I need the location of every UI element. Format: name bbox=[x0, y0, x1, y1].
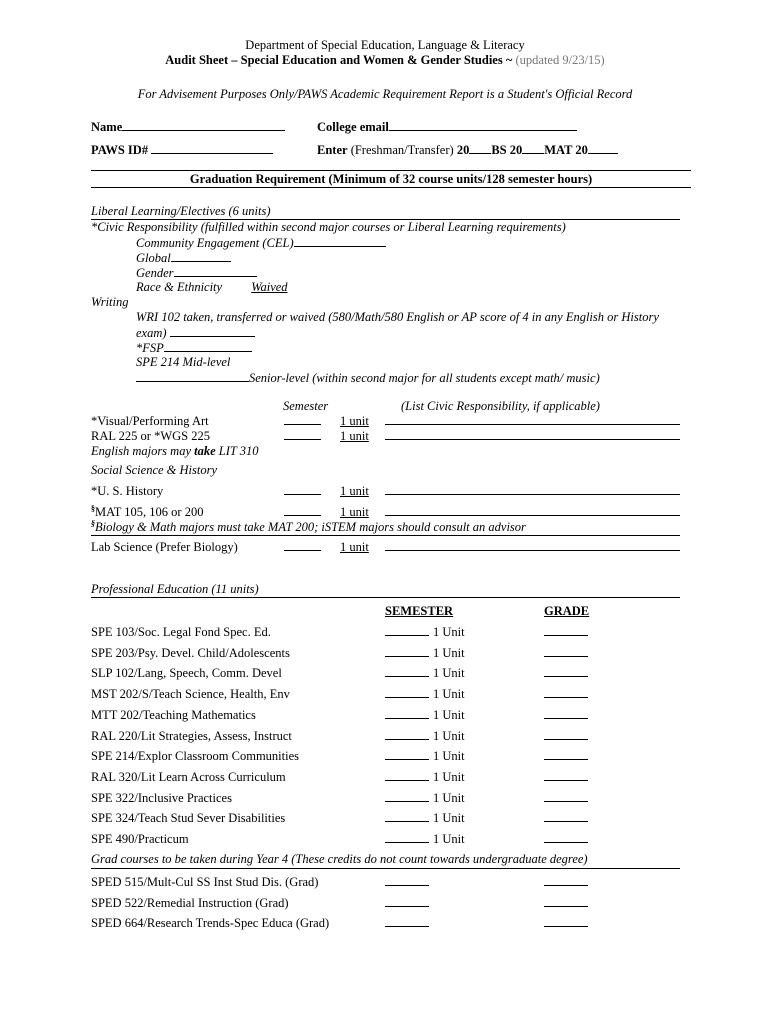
writing-heading: Writing bbox=[91, 295, 129, 309]
english-note-pre: English majors may bbox=[91, 444, 191, 458]
course-name: MST 202/S/Teach Science, Health, Env bbox=[91, 687, 290, 701]
fsp-field[interactable] bbox=[136, 340, 252, 356]
course-unit: 1 Unit bbox=[433, 687, 465, 701]
grad-grade-blank[interactable] bbox=[544, 895, 588, 907]
wri-blank[interactable] bbox=[170, 325, 255, 337]
grad-course-name: SPED 515/Mult-Cul SS Inst Stud Dis. (Grad) bbox=[91, 875, 319, 889]
course-name: SPE 324/Teach Stud Sever Disabilities bbox=[91, 811, 286, 825]
english-majors-note bbox=[91, 444, 259, 459]
global-field[interactable] bbox=[136, 250, 231, 266]
social-science-heading: Social Science & History bbox=[91, 463, 218, 477]
course-semester-blank[interactable] bbox=[385, 645, 429, 657]
course-name: SPE 214/Explor Classroom Communities bbox=[91, 749, 299, 763]
course-name: SLP 102/Lang, Speech, Comm. Devel bbox=[91, 666, 282, 680]
visual-unit: 1 unit bbox=[340, 414, 369, 428]
waived-mark[interactable]: Waived bbox=[251, 280, 288, 294]
email-label: College email bbox=[317, 120, 389, 134]
bs-year-blank[interactable] bbox=[522, 142, 544, 154]
mat-course-text: MAT 105, 106 or 200 bbox=[95, 505, 204, 519]
college-email-field[interactable] bbox=[317, 119, 577, 135]
visual-civic-blank[interactable] bbox=[385, 413, 680, 425]
grad-courses-note: Grad courses to be taken during Year 4 (These credits do not count towards undergraduate degree) bbox=[91, 852, 588, 866]
paws-id-field[interactable] bbox=[91, 142, 273, 158]
grad-course-name: SPED 664/Research Trends-Spec Educa (Grad) bbox=[91, 916, 330, 930]
cel-label: Community Engagement (CEL) bbox=[136, 236, 294, 250]
global-label: Global bbox=[136, 251, 171, 265]
history-semester-blank[interactable] bbox=[284, 483, 321, 495]
course-grade-blank[interactable] bbox=[544, 686, 588, 698]
grade-column-header: GRADE bbox=[544, 604, 590, 618]
enter-year: 20 bbox=[456, 143, 470, 157]
enter-paren: (Freshman/Transfer) bbox=[350, 143, 454, 157]
course-grade-blank[interactable] bbox=[544, 769, 588, 781]
list-civic-header: (List Civic Responsibility, if applicable) bbox=[401, 399, 600, 413]
lab-semester-blank[interactable] bbox=[284, 539, 321, 551]
graduation-requirement: Graduation Requirement (Minimum of 32 course units/128 semester hours) bbox=[189, 172, 593, 186]
name-label: Name bbox=[91, 120, 123, 134]
gender-blank[interactable] bbox=[174, 265, 257, 277]
audit-sheet-title bbox=[0, 53, 770, 68]
lab-unit: 1 unit bbox=[340, 540, 369, 554]
course-semester-blank[interactable] bbox=[385, 769, 429, 781]
race-label: Race & Ethnicity bbox=[136, 280, 223, 294]
spe214-midlevel: SPE 214 Mid-level bbox=[136, 355, 231, 369]
ral225-label: RAL 225 or *WGS 225 bbox=[91, 429, 210, 443]
course-grade-blank[interactable] bbox=[544, 665, 588, 677]
fsp-label: *FSP bbox=[136, 341, 164, 355]
grad-note-rule bbox=[91, 868, 680, 869]
advisement-note: For Advisement Purposes Only/PAWS Academic Requirement Report is a Student's Official Record bbox=[137, 87, 633, 101]
professional-heading: Professional Education (11 units) bbox=[91, 582, 259, 596]
paws-label: PAWS ID# bbox=[91, 143, 149, 157]
email-blank[interactable] bbox=[389, 119, 577, 131]
course-name: SPE 490/Practicum bbox=[91, 832, 189, 846]
senior-label: Senior-level (within second major for all students except math/ music) bbox=[249, 371, 600, 385]
grad-grade-blank[interactable] bbox=[544, 915, 588, 927]
course-unit: 1 Unit bbox=[433, 625, 465, 639]
course-name: MTT 202/Teaching Mathematics bbox=[91, 708, 256, 722]
grad-grade-blank[interactable] bbox=[544, 874, 588, 886]
course-name: SPE 203/Psy. Devel. Child/Adolescents bbox=[91, 646, 290, 660]
course-grade-blank[interactable] bbox=[544, 810, 588, 822]
course-unit: 1 Unit bbox=[433, 729, 465, 743]
english-note-take: take bbox=[194, 444, 216, 458]
lab-civic-blank[interactable] bbox=[385, 539, 680, 551]
grad-semester-blank[interactable] bbox=[385, 915, 429, 927]
course-semester-blank[interactable] bbox=[385, 810, 429, 822]
course-grade-blank[interactable] bbox=[544, 831, 588, 843]
history-label: *U. S. History bbox=[91, 484, 164, 498]
course-semester-blank[interactable] bbox=[385, 831, 429, 843]
course-grade-blank[interactable] bbox=[544, 707, 588, 719]
course-unit: 1 Unit bbox=[433, 770, 465, 784]
semester-header: Semester bbox=[283, 399, 329, 413]
course-name: RAL 220/Lit Strategies, Assess, Instruct bbox=[91, 729, 292, 743]
race-field[interactable] bbox=[136, 280, 384, 295]
course-unit: 1 Unit bbox=[433, 749, 465, 763]
audit-title-text: Audit Sheet – Special Education and Women & Gender Studies ~ bbox=[165, 53, 513, 67]
course-semester-blank[interactable] bbox=[385, 748, 429, 760]
mat-course-label bbox=[91, 505, 203, 520]
section-mark-note: § bbox=[91, 518, 95, 528]
course-grade-blank[interactable] bbox=[544, 645, 588, 657]
civic-responsibility: *Civic Responsibility (fulfilled within second major courses or Liberal Learning requirements) bbox=[91, 220, 566, 234]
updated-date: (updated 9/23/15) bbox=[515, 53, 605, 67]
visual-arts-label: *Visual/Performing Art bbox=[91, 414, 209, 428]
course-unit: 1 Unit bbox=[433, 791, 465, 805]
bio-note-rule bbox=[91, 535, 680, 536]
visual-semester-blank[interactable] bbox=[284, 413, 321, 425]
course-unit: 1 Unit bbox=[433, 708, 465, 722]
wri-line-1: WRI 102 taken, transferred or waived (580/Math/580 English or AP score of 4 in any English or History bbox=[136, 310, 659, 324]
course-name: SPE 103/Soc. Legal Fond Spec. Ed. bbox=[91, 625, 271, 639]
course-grade-blank[interactable] bbox=[544, 748, 588, 760]
grad-semester-blank[interactable] bbox=[385, 895, 429, 907]
course-semester-blank[interactable] bbox=[385, 790, 429, 802]
rule-top bbox=[91, 170, 691, 171]
course-grade-blank[interactable] bbox=[544, 624, 588, 636]
english-note-post: LIT 310 bbox=[218, 444, 259, 458]
department-title: Department of Special Education, Language & Literacy bbox=[245, 38, 525, 52]
mat-semester-blank[interactable] bbox=[284, 504, 321, 516]
course-name: RAL 320/Lit Learn Across Curriculum bbox=[91, 770, 286, 784]
liberal-heading: Liberal Learning/Electives (6 units) bbox=[91, 204, 271, 218]
mat-unit: 1 unit bbox=[340, 505, 369, 519]
wri-line-2[interactable] bbox=[136, 325, 255, 341]
rule-bottom bbox=[91, 187, 691, 188]
name-blank[interactable] bbox=[122, 119, 285, 131]
wri-exam-label: exam) bbox=[136, 326, 167, 340]
course-semester-blank[interactable] bbox=[385, 665, 429, 677]
semester-column-header: SEMESTER bbox=[385, 604, 454, 618]
gender-field[interactable] bbox=[136, 265, 257, 281]
history-civic-blank[interactable] bbox=[385, 483, 680, 495]
gender-label: Gender bbox=[136, 266, 174, 280]
course-semester-blank[interactable] bbox=[385, 686, 429, 698]
ral225-unit: 1 unit bbox=[340, 429, 369, 443]
paws-blank[interactable] bbox=[151, 142, 273, 154]
course-semester-blank[interactable] bbox=[385, 707, 429, 719]
history-unit: 1 unit bbox=[340, 484, 369, 498]
course-unit: 1 Unit bbox=[433, 811, 465, 825]
bio-note-text: Biology & Math majors must take MAT 200; iSTEM majors should consult an advisor bbox=[95, 520, 526, 534]
cel-field[interactable] bbox=[136, 235, 386, 251]
mat-year-blank[interactable] bbox=[588, 142, 618, 154]
ral225-civic-blank[interactable] bbox=[385, 428, 680, 440]
mat-civic-blank[interactable] bbox=[385, 504, 680, 516]
course-grade-blank[interactable] bbox=[544, 728, 588, 740]
name-field[interactable] bbox=[91, 119, 285, 135]
fsp-blank[interactable] bbox=[164, 340, 252, 352]
course-name: SPE 322/Inclusive Practices bbox=[91, 791, 232, 805]
enter-field[interactable] bbox=[317, 142, 618, 158]
professional-heading-rule bbox=[91, 597, 680, 598]
mat-label: MAT 20 bbox=[544, 143, 588, 157]
grad-semester-blank[interactable] bbox=[385, 874, 429, 886]
ral225-semester-blank[interactable] bbox=[284, 428, 321, 440]
bs-label: BS 20 bbox=[491, 143, 523, 157]
course-unit: 1 Unit bbox=[433, 666, 465, 680]
lab-science-label: Lab Science (Prefer Biology) bbox=[91, 540, 238, 554]
course-semester-blank[interactable] bbox=[385, 728, 429, 740]
senior-blank[interactable] bbox=[136, 370, 249, 382]
grad-course-name: SPED 522/Remedial Instruction (Grad) bbox=[91, 896, 289, 910]
course-grade-blank[interactable] bbox=[544, 790, 588, 802]
section-mark: § bbox=[91, 503, 95, 513]
course-unit: 1 Unit bbox=[433, 646, 465, 660]
senior-level-field[interactable] bbox=[136, 370, 600, 386]
course-unit: 1 Unit bbox=[433, 832, 465, 846]
enter-year-blank[interactable] bbox=[469, 142, 491, 154]
global-blank[interactable] bbox=[171, 250, 231, 262]
cel-blank[interactable] bbox=[294, 235, 386, 247]
enter-label: Enter bbox=[317, 143, 348, 157]
course-semester-blank[interactable] bbox=[385, 624, 429, 636]
biology-math-note bbox=[91, 520, 526, 535]
